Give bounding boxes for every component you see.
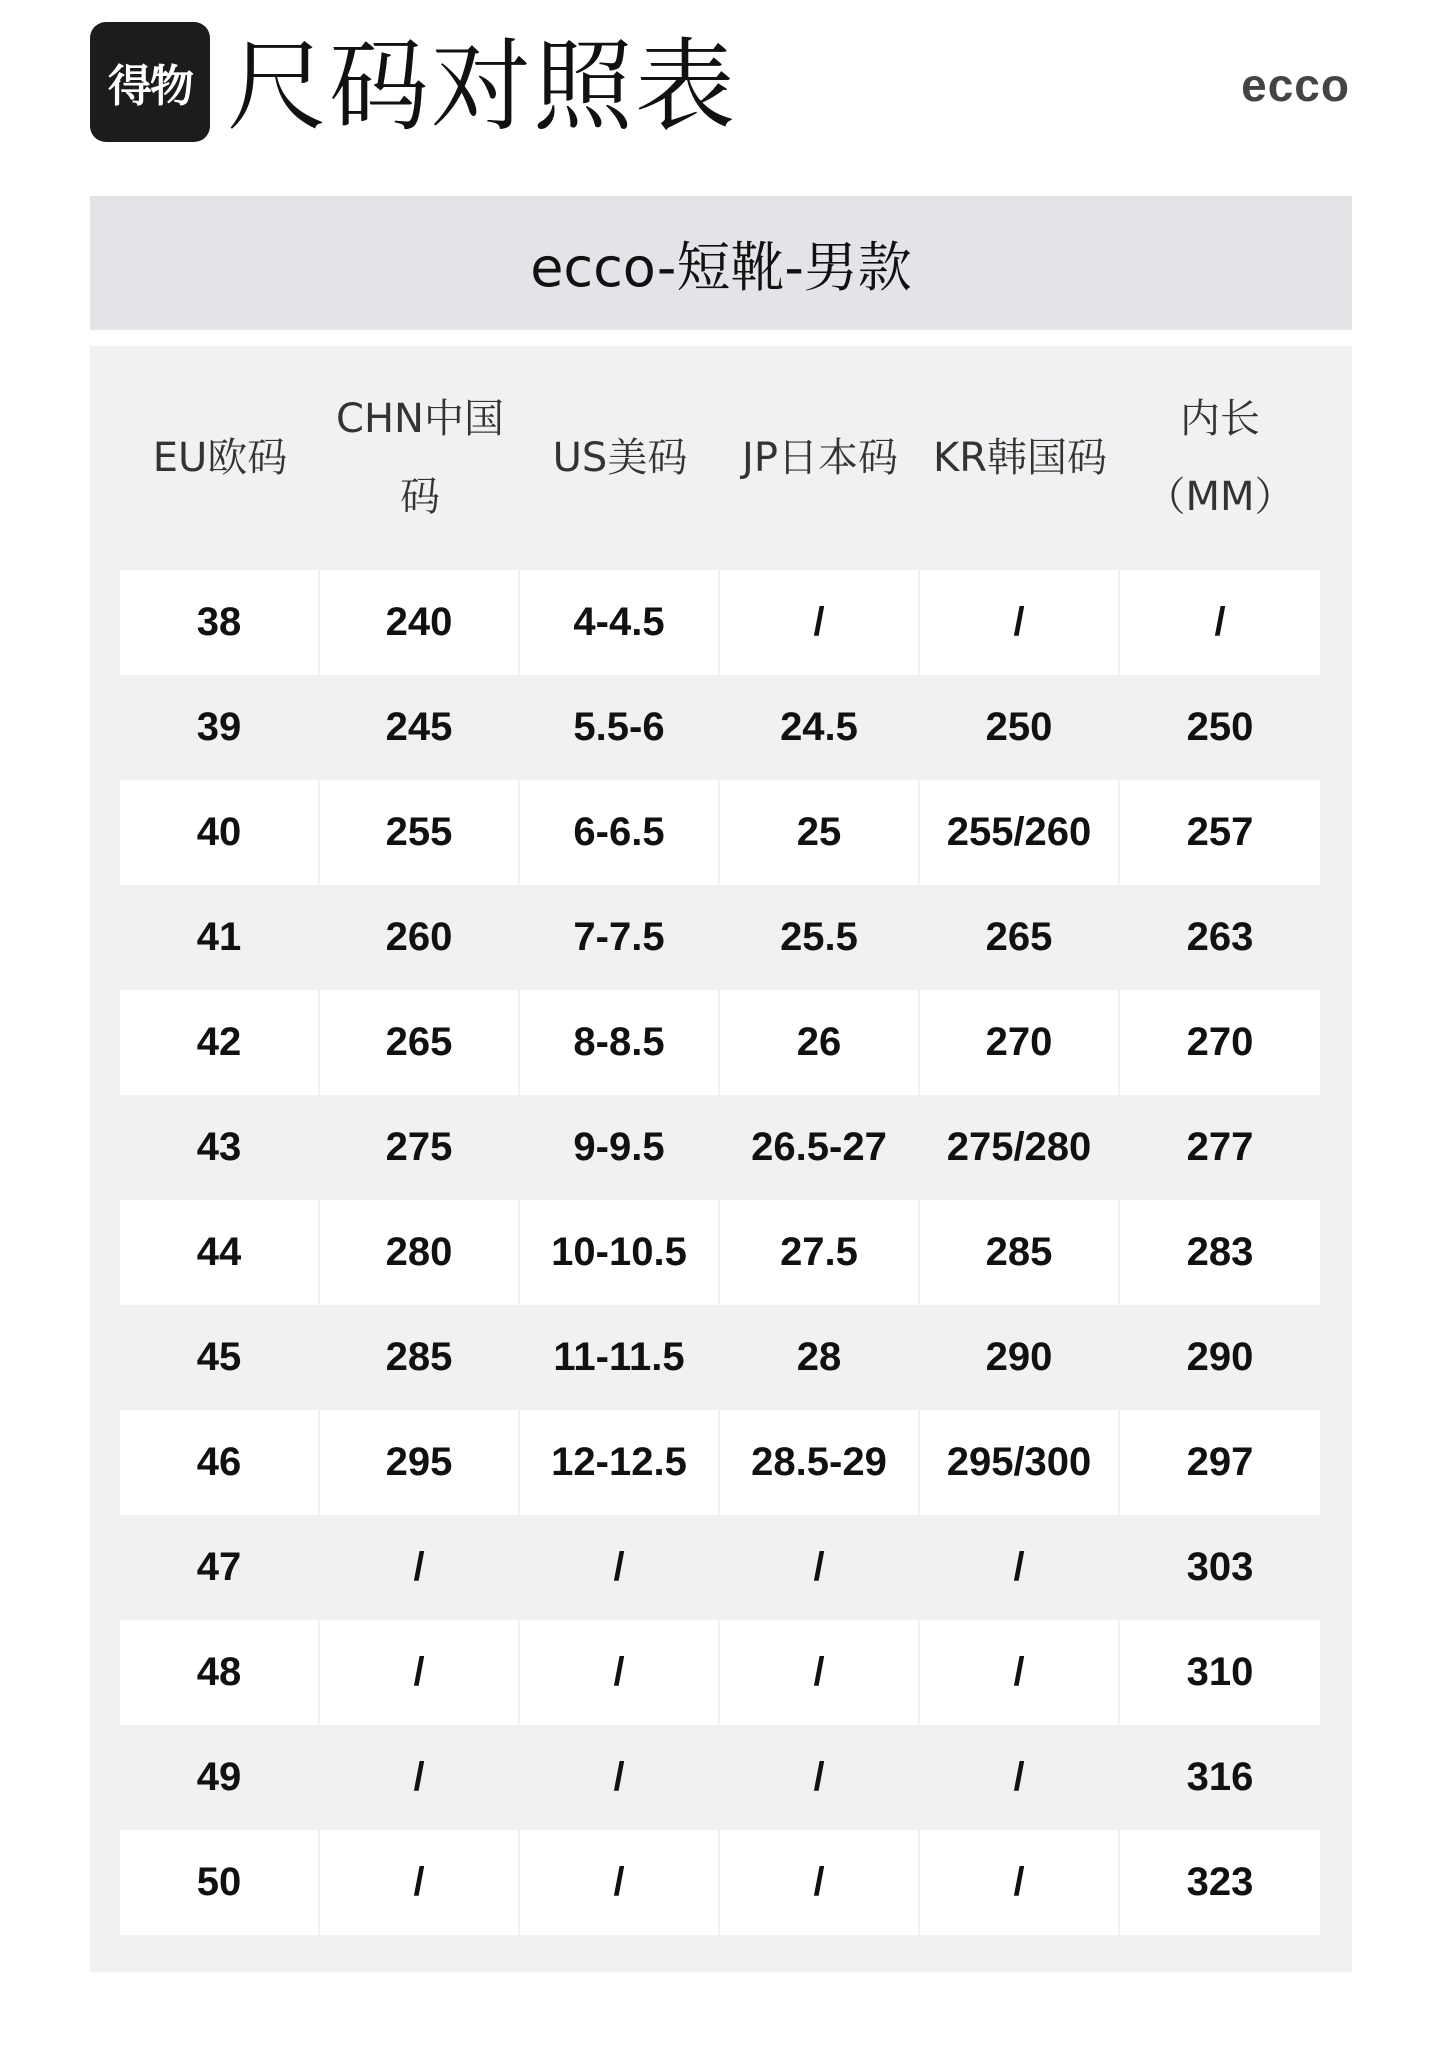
table-cell: 260 xyxy=(385,915,453,959)
table-cell: / xyxy=(413,1755,425,1799)
table-cell: 11-11.5 xyxy=(553,1335,685,1379)
table-cell: 263 xyxy=(1186,915,1254,959)
table-row xyxy=(120,1200,1320,1305)
table-cell: 285 xyxy=(920,1200,1118,1305)
header xyxy=(90,22,1350,152)
table-cell: 290 xyxy=(985,1335,1053,1379)
table-row xyxy=(120,675,1320,780)
column-header-line: （MM） xyxy=(1145,474,1295,520)
column-header-line: CHN中国 xyxy=(336,396,504,442)
table-cell: 257 xyxy=(1120,780,1320,885)
column-header xyxy=(920,346,1120,570)
column-header xyxy=(1120,346,1320,570)
table-cell: 26.5-27 xyxy=(751,1125,887,1169)
table-cell: / xyxy=(1013,1755,1025,1799)
table-cell: 39 xyxy=(196,705,242,749)
column-header xyxy=(120,346,320,570)
column-header-line: 码 xyxy=(400,474,440,520)
table-row xyxy=(120,570,1320,675)
table-cell: 46 xyxy=(120,1410,318,1515)
table-cell: 275 xyxy=(385,1125,453,1169)
table-cell: 12-12.5 xyxy=(520,1410,718,1515)
table-cell: 43 xyxy=(196,1125,242,1169)
table-cell: / xyxy=(720,1830,918,1935)
table-cell: 310 xyxy=(1120,1620,1320,1725)
table-cell: 28.5-29 xyxy=(720,1410,918,1515)
table-cell: 265 xyxy=(985,915,1053,959)
table-cell: 4-4.5 xyxy=(520,570,718,675)
table-cell: 7-7.5 xyxy=(573,915,665,959)
dewu-logo: 得物 xyxy=(90,22,210,142)
table-cell: / xyxy=(813,1755,825,1799)
table-cell: 48 xyxy=(120,1620,318,1725)
column-header-line: EU欧码 xyxy=(152,435,288,481)
table-cell: 9-9.5 xyxy=(573,1125,665,1169)
table-cell: 316 xyxy=(1186,1755,1254,1799)
table-body xyxy=(120,570,1320,1935)
table-cell: 255 xyxy=(320,780,518,885)
table-cell: / xyxy=(520,1620,718,1725)
table-cell: / xyxy=(813,1545,825,1589)
table-cell: 44 xyxy=(120,1200,318,1305)
table-row xyxy=(120,1305,1320,1410)
column-header xyxy=(520,346,720,570)
table-row xyxy=(120,780,1320,885)
column-header xyxy=(320,346,520,570)
banner-title: ecco-短靴-男款 xyxy=(530,235,912,299)
table-cell: 50 xyxy=(120,1830,318,1935)
table-cell: 290 xyxy=(1186,1335,1254,1379)
table-cell: 283 xyxy=(1120,1200,1320,1305)
table-cell: 27.5 xyxy=(720,1200,918,1305)
table-cell: 297 xyxy=(1120,1410,1320,1515)
table-cell: 303 xyxy=(1186,1545,1254,1589)
table-cell: 295/300 xyxy=(920,1410,1118,1515)
table-cell: / xyxy=(920,1620,1118,1725)
table-cell: 275/280 xyxy=(946,1125,1092,1169)
table-row xyxy=(120,1410,1320,1515)
column-header-line: JP日本码 xyxy=(742,435,898,481)
table-cell: 41 xyxy=(196,915,242,959)
table-row xyxy=(120,990,1320,1095)
table-cell: 24.5 xyxy=(780,705,858,749)
table-cell: / xyxy=(613,1545,625,1589)
table-cell: / xyxy=(720,570,918,675)
table-row xyxy=(120,885,1320,990)
table-cell: 38 xyxy=(120,570,318,675)
column-header-line: US美码 xyxy=(552,435,688,481)
product-banner xyxy=(90,196,1352,330)
column-header-line: KR韩国码 xyxy=(932,435,1108,481)
page-title: 尺码对照表 xyxy=(227,28,737,145)
table-cell: 8-8.5 xyxy=(520,990,718,1095)
table-row xyxy=(120,1725,1320,1830)
table-cell: / xyxy=(320,1830,518,1935)
table-cell: / xyxy=(520,1830,718,1935)
table-cell: 265 xyxy=(320,990,518,1095)
column-header xyxy=(720,346,920,570)
table-cell: 250 xyxy=(985,705,1053,749)
table-cell: 240 xyxy=(320,570,518,675)
table-header xyxy=(120,346,1320,570)
table-cell: 323 xyxy=(1120,1830,1320,1935)
table-cell: 5.5-6 xyxy=(573,705,665,749)
table-cell: 25 xyxy=(720,780,918,885)
table-cell: 255/260 xyxy=(920,780,1118,885)
table-cell: 42 xyxy=(120,990,318,1095)
table-row xyxy=(120,1620,1320,1725)
table-cell: 40 xyxy=(120,780,318,885)
table-cell: 10-10.5 xyxy=(520,1200,718,1305)
table-cell: 270 xyxy=(920,990,1118,1095)
table-cell: / xyxy=(613,1755,625,1799)
table-row xyxy=(120,1095,1320,1200)
table-cell: / xyxy=(920,1830,1118,1935)
column-header-line: 内长 xyxy=(1180,396,1260,442)
table-cell: 49 xyxy=(196,1755,242,1799)
table-cell: 47 xyxy=(196,1545,242,1589)
table-cell: 270 xyxy=(1120,990,1320,1095)
table-cell: 280 xyxy=(320,1200,518,1305)
table-cell: / xyxy=(320,1620,518,1725)
table-cell: / xyxy=(920,570,1118,675)
table-cell: 26 xyxy=(720,990,918,1095)
table-cell: 45 xyxy=(196,1335,242,1379)
size-table xyxy=(90,346,1352,1972)
table-cell: / xyxy=(1013,1545,1025,1589)
table-cell: 245 xyxy=(385,705,453,749)
table-cell: 25.5 xyxy=(780,915,858,959)
table-cell: 6-6.5 xyxy=(520,780,718,885)
table-row xyxy=(120,1515,1320,1620)
table-cell: 28 xyxy=(796,1335,842,1379)
ecco-brand-logo: ecco xyxy=(1241,59,1350,111)
table-cell: / xyxy=(413,1545,425,1589)
table-row xyxy=(120,1830,1320,1935)
table-cell: 277 xyxy=(1186,1125,1254,1169)
table-cell: / xyxy=(720,1620,918,1725)
table-cell: 295 xyxy=(320,1410,518,1515)
table-cell: 250 xyxy=(1186,705,1254,749)
table-cell: / xyxy=(1120,570,1320,675)
table-cell: 285 xyxy=(385,1335,453,1379)
